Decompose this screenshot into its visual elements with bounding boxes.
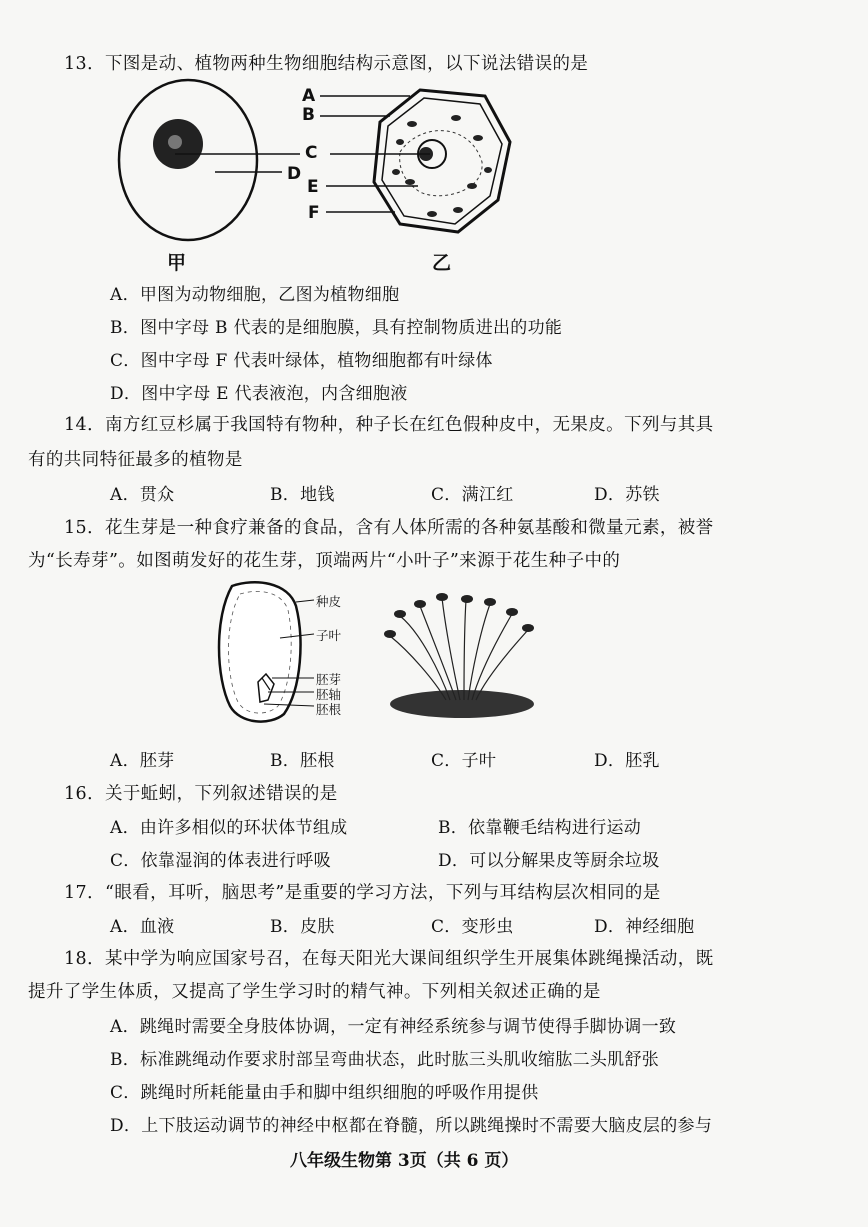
cell-label-lines: [0, 0, 868, 260]
q16-option-d[interactable]: D．可以分解果皮等厨余垃圾: [438, 851, 660, 871]
q14-stem-line2: 有的共同特征最多的植物是: [28, 450, 243, 470]
q14-option-a[interactable]: A．贯众: [110, 485, 175, 505]
q15-option-c[interactable]: C．子叶: [431, 751, 497, 771]
q17-stem: 17．“眼看，耳听，脑思考”是重要的学习方法，下列与耳结构层次相同的是: [64, 883, 661, 903]
q13-option-d[interactable]: D．图中字母 E 代表液泡，内含细胞液: [110, 384, 408, 404]
q18-option-b[interactable]: B．标准跳绳动作要求肘部呈弯曲状态，此时肱三头肌收缩肱二头肌舒张: [110, 1050, 660, 1070]
figure-label-c: C: [305, 143, 318, 163]
q14-stem-line1: 14．南方红豆杉属于我国特有物种，种子长在红色假种皮中，无果皮。下列与其具: [64, 415, 714, 435]
seed-label-plumule: 胚芽: [316, 672, 342, 687]
q15-option-b[interactable]: B．胚根: [270, 751, 335, 771]
seed-label-cotyledon: 子叶: [316, 628, 342, 643]
page-footer: 八年级生物第 3页（共 6 页）: [290, 1151, 519, 1171]
q18-stem-line2: 提升了学生体质，又提高了学生学习时的精气神。下列相关叙述正确的是: [28, 982, 601, 1002]
q16-option-c[interactable]: C．依靠湿润的体表进行呼吸: [110, 851, 331, 871]
q17-option-b[interactable]: B．皮肤: [270, 917, 335, 937]
q17-option-a[interactable]: A．血液: [110, 917, 175, 937]
q14-option-d[interactable]: D．苏铁: [594, 485, 660, 505]
q16-stem: 16．关于蚯蚓，下列叙述错误的是: [64, 784, 338, 804]
q16-option-a[interactable]: A．由许多相似的环状体节组成: [110, 818, 348, 838]
q15-option-a[interactable]: A．胚芽: [110, 751, 175, 771]
q15-stem-line1: 15．花生芽是一种食疗兼备的食品，含有人体所需的各种氨基酸和微量元素，被誉: [64, 518, 714, 538]
q15-stem-line2: 为“长寿芽”。如图萌发好的花生芽，顶端两片“小叶子”来源于花生种子中的: [28, 551, 621, 571]
q17-option-c[interactable]: C．变形虫: [431, 917, 514, 937]
q18-option-d[interactable]: D．上下肢运动调节的神经中枢都在脊髓，所以跳绳操时不需要大脑皮层的参与: [110, 1116, 713, 1136]
q18-stem-line1: 18．某中学为响应国家号召，在每天阳光大课间组织学生开展集体跳绳操活动，既: [64, 949, 714, 969]
q18-option-a[interactable]: A．跳绳时需要全身肢体协调，一定有神经系统参与调节使得手脚协调一致: [110, 1017, 677, 1037]
q14-option-b[interactable]: B．地钱: [270, 485, 335, 505]
peanut-seed-figure: [210, 578, 320, 728]
seed-label-seed-coat: 种皮: [316, 594, 342, 609]
caption-yi: 乙: [432, 252, 452, 274]
caption-jia: 甲: [167, 252, 187, 274]
q16-option-b[interactable]: B．依靠鞭毛结构进行运动: [438, 818, 642, 838]
q14-option-c[interactable]: C．满江红: [431, 485, 514, 505]
q18-option-c[interactable]: C．跳绳时所耗能量由手和脚中组织细胞的呼吸作用提供: [110, 1083, 539, 1103]
figure-label-f: F: [308, 203, 320, 223]
figure-label-b: B: [302, 105, 315, 125]
seed-label-radicle: 胚根: [316, 702, 342, 717]
seed-label-hypocotyl: 胚轴: [316, 687, 342, 702]
q15-option-d[interactable]: D．胚乳: [594, 751, 660, 771]
q17-option-d[interactable]: D．神经细胞: [594, 917, 695, 937]
q13-option-a[interactable]: A．甲图为动物细胞，乙图为植物细胞: [110, 285, 400, 305]
peanut-sprouts-photo: [380, 592, 540, 722]
q13-option-b[interactable]: B．图中字母 B 代表的是细胞膜，具有控制物质进出的功能: [110, 318, 563, 338]
figure-label-e: E: [307, 177, 319, 197]
figure-label-a: A: [302, 86, 316, 106]
q13-stem: 13．下图是动、植物两种生物细胞结构示意图，以下说法错误的是: [64, 54, 589, 74]
q13-option-c[interactable]: C．图中字母 F 代表叶绿体，植物细胞都有叶绿体: [110, 351, 493, 371]
figure-label-d: D: [287, 164, 302, 184]
